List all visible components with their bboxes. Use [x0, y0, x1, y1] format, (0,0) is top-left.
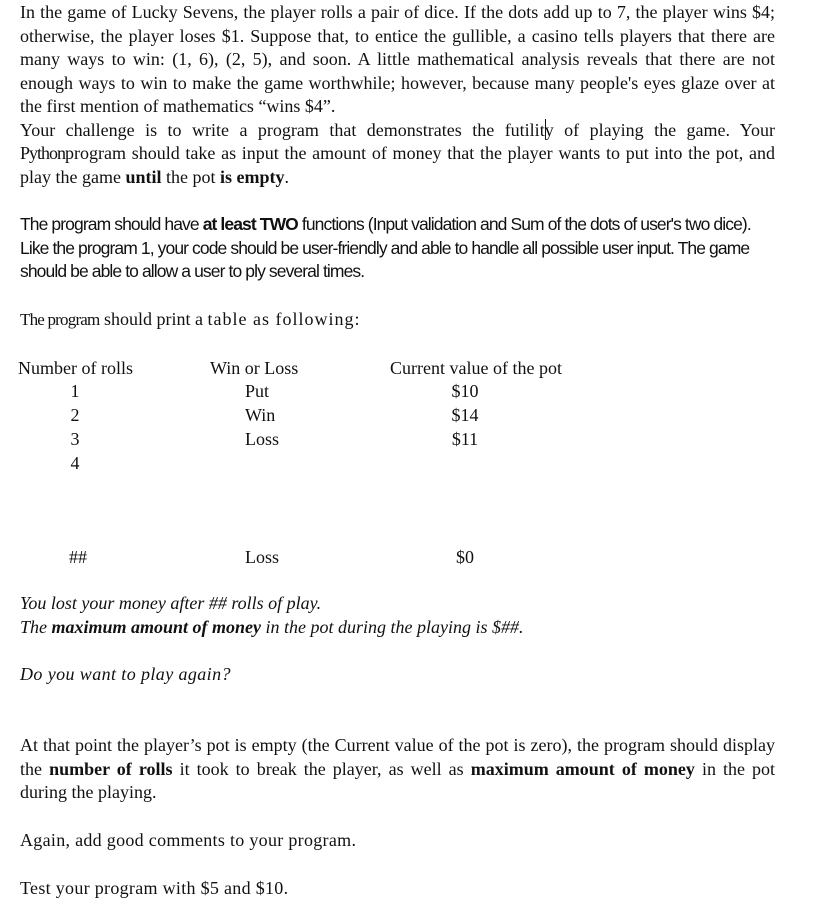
row-pot: $10 [451, 381, 479, 401]
paragraph-test [20, 877, 775, 901]
header-current-value: Current value of the pot [390, 358, 562, 378]
table-row [0, 379, 833, 403]
paragraph-intro [20, 1, 775, 189]
test-text: Test your program with $5 and $10. [20, 878, 289, 898]
header-win-or-loss: Win or Loss [210, 358, 299, 378]
last-row-roll: ## [69, 547, 87, 567]
result-max-line [20, 616, 775, 640]
row-result: Loss [245, 429, 280, 449]
comments-text: Again, add good comments to your program. [20, 830, 357, 850]
paragraph-functions [20, 213, 775, 284]
row-result: Put [245, 381, 270, 401]
paragraph-display [20, 734, 775, 805]
row-pot: $14 [451, 405, 479, 425]
play-again-line [20, 663, 775, 687]
paragraph-table-intro [20, 308, 775, 332]
challenge-until: until [125, 166, 162, 187]
display-text-d: maximum amount of money [470, 758, 695, 779]
result-lost-line [20, 592, 775, 616]
paragraph-comments [20, 829, 775, 853]
table-row [0, 451, 833, 475]
last-row-result: Loss [245, 547, 280, 567]
table-row [0, 427, 833, 451]
row-pot: $11 [451, 429, 479, 449]
challenge-python-word: Python [20, 143, 66, 163]
row-roll: 2 [70, 405, 80, 425]
display-text-c: it took to break the player, as well as [179, 758, 464, 779]
table-intro-spaced: table as following: [207, 309, 361, 329]
table-row [0, 403, 833, 427]
functions-text-a: The program should have [20, 214, 199, 234]
display-text-e: in the pot during the playing. [20, 758, 776, 802]
row-roll: 1 [70, 381, 80, 401]
challenge-text-1: Your challenge is to write a program that demonstrates the futilit [20, 119, 545, 140]
challenge-end: . [284, 166, 289, 187]
functions-text-bold: at least TWO [202, 214, 298, 234]
row-roll: 4 [70, 453, 80, 473]
display-text-a: At that point the player’s pot is empty (the Current value of the pot is zero), the program should display the [20, 735, 775, 779]
intro-text: In the game of Lucky Sevens, the player rolls a pair of dice. If the dots add up to 7, the player wins $4; otherwise, the player loses $1. Suppose that, to entice the gullible, a casino tells players that there are many ways to win: (1, 6), (2, 5), and soon. A little mathematical analysis reveals that there are not enough ways to win to make the game worthwhile; however, because many people's eyes glaze over at the first mention of mathematics “wins $4”. [20, 2, 775, 116]
challenge-text-2: y of playing the game. Your [544, 119, 775, 140]
result-lost-text: You lost your money after ## rolls of play. [20, 593, 322, 613]
functions-text-c: functions (Input validation and Sum of the dots of user's two dice). Like the program 1, your code should be user-friendly and able to handle all possible user input. The game should be able to allow a user to ply several times. [20, 214, 751, 281]
result-max-c: in the pot during the playing is $##. [265, 617, 524, 637]
table-last-row [0, 545, 833, 569]
row-result: Win [245, 405, 276, 425]
header-number-of-rolls: Number of rolls [18, 358, 133, 378]
challenge-text-3: program should take as input the amount of money that the player wants to put into the pot, and play the game [20, 143, 775, 187]
last-row-pot: $0 [456, 547, 474, 567]
table-intro-small: The program [20, 310, 100, 329]
row-roll: 3 [70, 429, 80, 449]
table-intro-rest: should print a [103, 309, 203, 329]
result-max-a: The [20, 617, 47, 637]
result-max-b: maximum amount of money [51, 617, 262, 637]
table-header-row [0, 356, 833, 380]
display-text-b: number of rolls [49, 758, 173, 779]
challenge-the-pot: the pot [166, 166, 216, 187]
play-again-text: Do you want to play again? [20, 664, 231, 684]
challenge-is-empty: is empty [220, 166, 285, 187]
